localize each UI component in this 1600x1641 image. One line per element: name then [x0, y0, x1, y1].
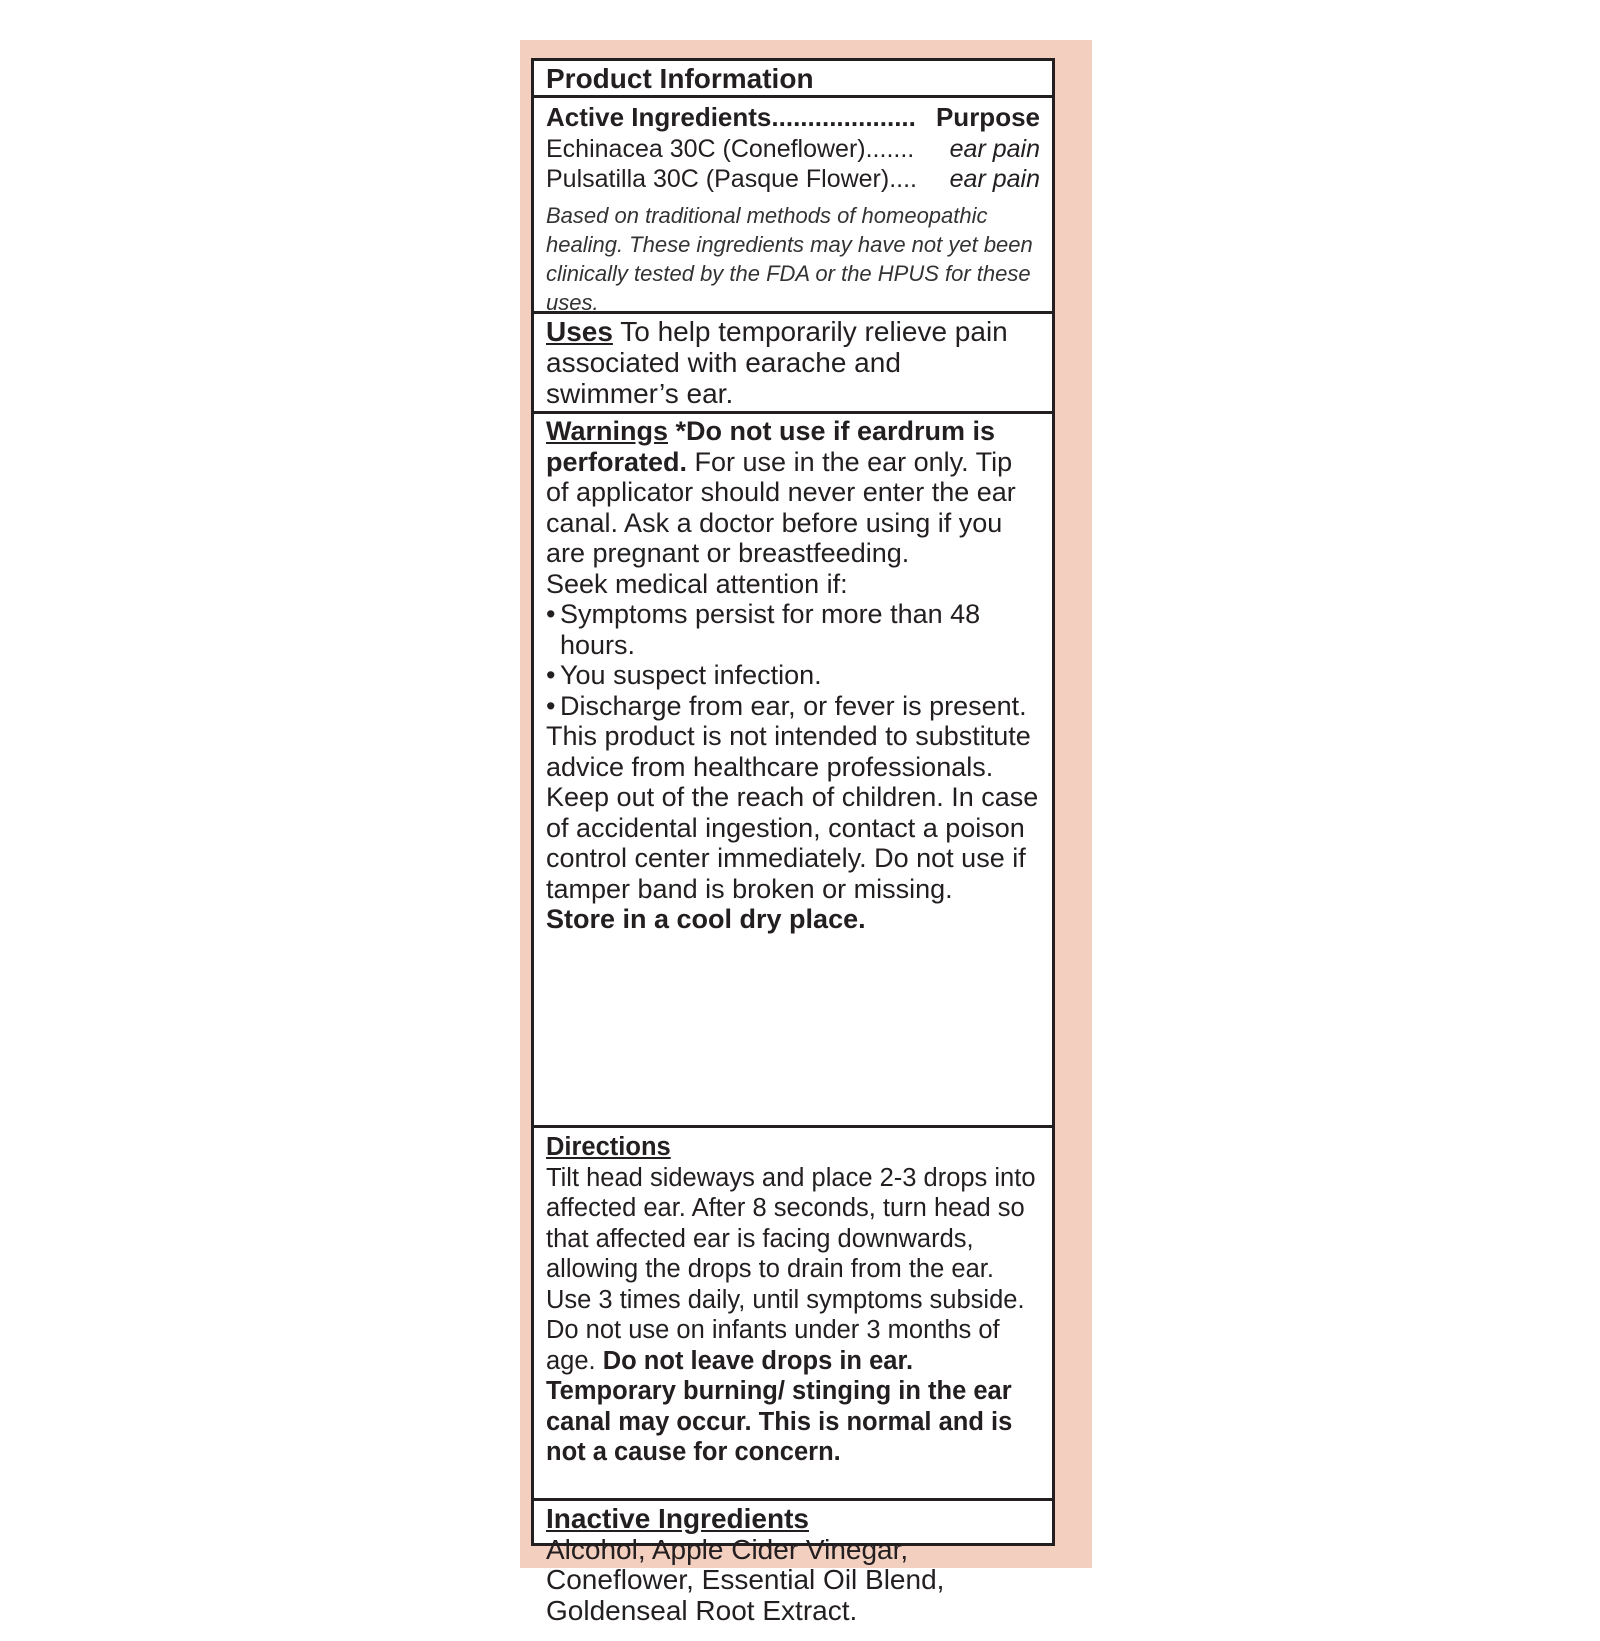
ingredient-row [546, 164, 1040, 194]
directions-heading: Directions [546, 1133, 671, 1161]
uses-heading: Uses [546, 316, 613, 347]
warning-bullet: • Symptoms persist for more than 48 hours. [546, 599, 1040, 660]
inactive-ingredients-text: Alcohol, Apple Cider Vinegar, Coneflower, Essential Oil Blend, Goldenseal Root Extract. [546, 1533, 945, 1626]
leader-dots: ....... [865, 135, 915, 163]
inactive-ingredients-section [534, 1501, 1052, 1641]
ingredient-purpose: ear pain [949, 135, 1040, 163]
warning-bullet-text: Discharge from ear, or fever is present. [560, 690, 1027, 721]
warnings-bold-lead: *Do not use if eardrum is perforated. [546, 416, 996, 477]
warning-bullet: • You suspect infection. [546, 660, 822, 690]
seek-medical-attention: Seek medical attention if: [546, 568, 848, 599]
active-ingredients-header [546, 101, 1040, 134]
uses-text: To help temporarily relieve pain associated with earache and swimmer’s ear. [546, 316, 1008, 409]
storage-instruction: Store in a cool dry place. [546, 904, 866, 934]
warning-bullet-text: You suspect infection. [560, 660, 822, 690]
ingredient-purpose: ear pain [949, 165, 1040, 193]
inactive-ingredients-heading: Inactive Ingredients [546, 1503, 809, 1534]
header-leader-dots: .................... [771, 102, 916, 132]
warnings-text-continued: This product is not intended to substitute advice from healthcare professionals. Keep out of the reach of children. In case of accidental ingestion, contact a poison control center immediately. Do not use if tamper band is broken or missing. [546, 721, 1039, 904]
uses-section [534, 314, 1052, 414]
leader-dots: .... [889, 165, 917, 193]
directions-bold-text: Do not leave drops in ear. Temporary burning/ stinging in the ear canal may occur. This is normal and is not a cause for concern. [546, 1346, 1013, 1466]
product-information-panel [531, 58, 1055, 1626]
active-ingredients-section [534, 98, 1052, 314]
warning-bullet-text: Symptoms persist for more than 48 hours. [560, 599, 981, 660]
warnings-text: For use in the ear only. Tip of applicator should never enter the ear canal. Ask a doctor before using if you are pregnant or breastfeeding. [546, 446, 1016, 568]
ingredient-name: Pulsatilla 30C (Pasque Flower) [546, 165, 890, 193]
ingredient-name: Echinacea 30C (Coneflower) [546, 135, 866, 163]
warning-bullet: • Discharge from ear, or fever is present. [546, 690, 1027, 721]
directions-text: Tilt head sideways and place 2-3 drops into affected ear. After 8 seconds, turn head so that affected ear is facing downwards, allowing the drops to drain from the ear. Use 3 times daily, until symptoms subside. Do not use on infants under 3 months of age. [546, 1163, 1036, 1375]
active-ingredients-heading: Active Ingredients [546, 102, 772, 132]
purpose-heading: Purpose [935, 102, 1040, 132]
homeopathic-disclaimer: Based on traditional methods of homeopathic healing. These ingredients may have not yet been clinically tested by the FDA or the HPUS for these uses. [546, 203, 1033, 315]
directions-section [534, 1128, 1052, 1501]
warnings-section [534, 414, 1052, 1128]
warnings-heading: Warnings [546, 416, 669, 446]
panel-title: Product Information [534, 61, 1052, 98]
ingredient-row [546, 134, 1040, 164]
